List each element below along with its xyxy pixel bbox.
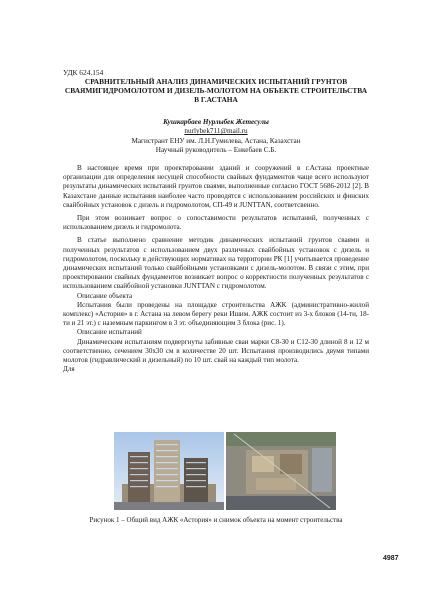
author-block	[63, 118, 369, 156]
paper-title: СРАВНИТЕЛЬНЫЙ АНАЛИЗ ДИНАМИЧЕСКИХ ИСПЫТАНИЙ ГРУНТОВ СВАЯМИГИДРОМОЛОТОМ И ДИЗЕЛЬ-МОЛОТОМ НА ОБЪЕКТЕ СТРОИТЕЛЬСТВА В Г.АСТАНА	[64, 77, 368, 105]
author-email-link[interactable]: nurlybek711@mail.ru	[184, 127, 248, 136]
scientific-supervisor: Научный руководитель – Енкебаев С.Б.	[155, 146, 277, 155]
paragraph-intro: В настоящее время при проектировании зданий и сооружений в г.Астана проектные организации для определения несущей способности свайных фундаментов чаще всего используют результаты динамических испытаний грунтов сваями, выполненные согласно ГОСТ 5686-2012 [2]. В Казахстане данные испытания наиболее часто проводятся с использованием российских и финских свайбойных установок с дизель и гидромолотом, СП-49 и JUNTTAN, соответсвенно.	[63, 164, 369, 209]
figure-caption: Рисунок 1 – Общий вид АЖК «Астория» и снимок объекта на момент строительства	[89, 516, 343, 524]
building-render-image	[114, 432, 224, 510]
figure-1	[114, 432, 336, 510]
section-heading-object: Описание объекта	[77, 291, 133, 300]
author-name: Кушкарбаев Нурлыбек Жетесулы	[163, 118, 269, 126]
author-affiliation: Магистрант ЕНУ им. Л.Н.Гумилева, Астана, Казахстан	[131, 136, 301, 145]
paragraph-trailing: Для	[63, 365, 75, 374]
paragraph-comparison: В статье выполнено сравнение методик динамических испытаний грунтов сваями и полученных результатов с использованием двух различных свайбойных установок с дизель и гидромолотом, поскольку в действующих нормативах на территории РК [1] учитывается проведение динамических испытаний только свайбойными установками с дизель-молотом. В связи с этим, при проектировании свайных фундаментов возникает вопрос о корректности полученных результатов с использованием свайбойной установки JUNTTAN с гидромолотом.	[63, 236, 369, 291]
paper-body	[63, 164, 369, 374]
paragraph-tests: Динамическим испытаниям подвергнуты забивные сваи марки С8-30 и С12-30 длиной 8 и 12 м соответственно, сечением 30х30 см в количестве 20 шт. Испытания производились двумя типами молотов (гидравлический и дизельный) по 10 шт. свай на каждый тип молота.	[63, 337, 369, 365]
paragraph-question: При этом возникает вопрос о сопоставимости результатов испытаний, полученных с использованием дизель и гидромолота.	[63, 214, 369, 232]
paragraph-object: Испытания были проведены на площадке строительства АЖК (административно-жилой комплекс) «Астория» в г. Астана на левом берегу реки Ишим. АЖК состоит из 3-х блоков (14-ти, 18-ти и 21 эт.) с наземным паркингом в 3 эт. объединяющим 3 блока (рис. 1).	[63, 300, 369, 328]
udc-code: УДК 624.154	[63, 68, 104, 77]
section-heading-tests: Описание испытаний	[77, 328, 142, 337]
construction-aerial-image	[226, 432, 336, 510]
header	[63, 68, 369, 105]
page-number: 4987	[383, 555, 399, 562]
